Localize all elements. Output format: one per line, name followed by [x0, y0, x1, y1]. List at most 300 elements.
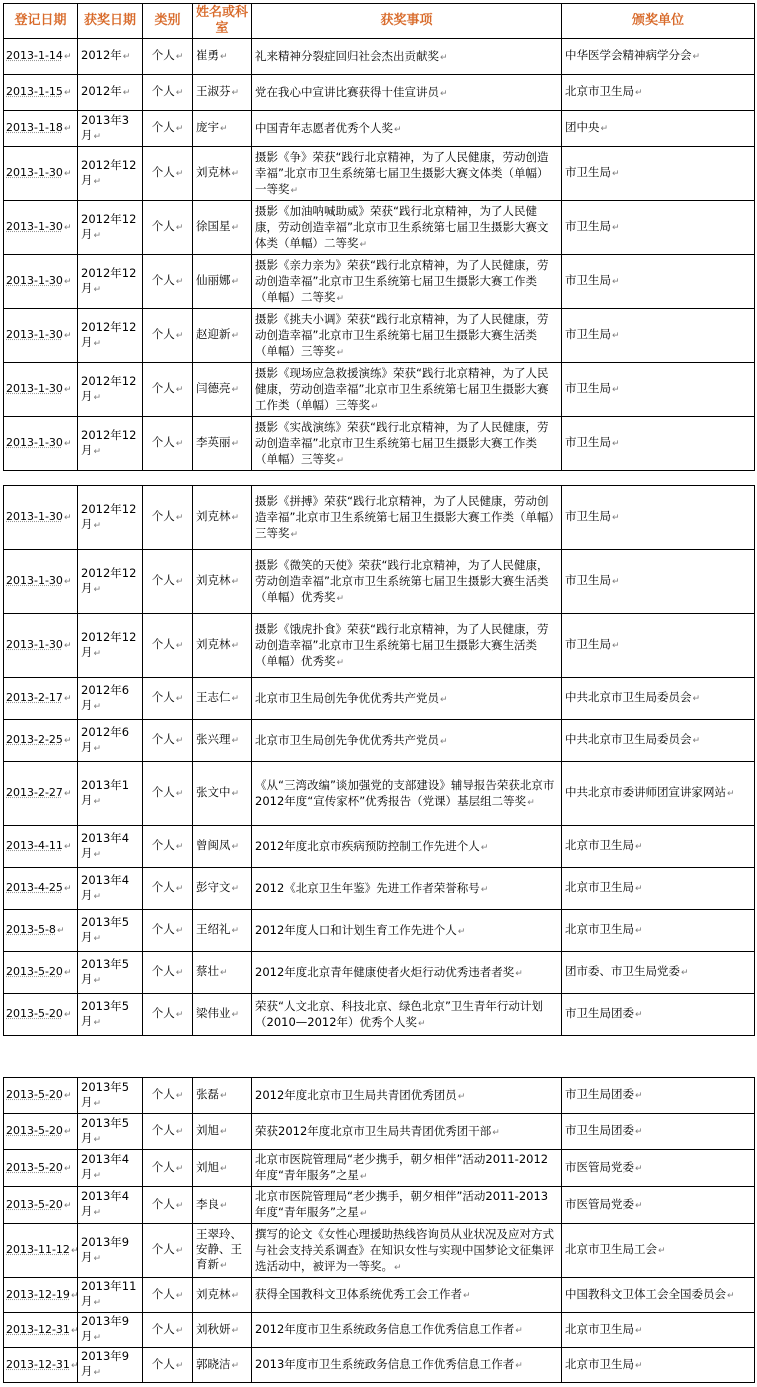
recipient-name: 刘秋妍: [196, 1321, 231, 1336]
recipient-name: 刘克林: [196, 165, 231, 179]
record-date-cell: [4, 868, 78, 910]
paragraph-mark-icon: ↵: [93, 446, 102, 457]
issuing-unit-cell: [562, 1187, 755, 1224]
paragraph-mark-icon: ↵: [70, 1360, 79, 1371]
paragraph-mark-icon: ↵: [175, 169, 184, 179]
issuing-unit-cell: [562, 111, 755, 147]
col-header-date: 登记日期: [4, 4, 78, 39]
record-date: 2013-1-15: [6, 85, 63, 98]
recipient-name-cell: [193, 309, 252, 363]
award-date: 2013年4月: [81, 1152, 130, 1181]
award-date: 2012年6月: [81, 724, 130, 754]
award-matter-cell: [252, 486, 562, 550]
table-row: [4, 614, 755, 678]
award-type-cell: [143, 486, 193, 550]
paragraph-mark-icon: ↵: [220, 1261, 228, 1271]
award-date-cell: [78, 201, 143, 255]
paragraph-mark-icon: ↵: [175, 842, 184, 852]
recipient-name-cell: [193, 363, 252, 417]
paragraph-mark-icon: ↵: [359, 1172, 368, 1182]
table-body: [4, 39, 755, 471]
award-type: 个人: [151, 1356, 175, 1371]
paragraph-mark-icon: ↵: [336, 657, 345, 668]
paragraph-mark-icon: ↵: [93, 230, 102, 241]
issuing-unit-cell: [562, 910, 755, 952]
paragraph-mark-icon: ↵: [63, 1127, 72, 1137]
record-date: 2013-5-20: [6, 1007, 63, 1020]
table-row: [4, 255, 755, 309]
paragraph-mark-icon: ↵: [371, 401, 379, 412]
award-date: 2012年12月: [81, 565, 137, 595]
paragraph-mark-icon: ↵: [600, 124, 609, 134]
paragraph-mark-icon: ↵: [463, 1291, 471, 1301]
paragraph-mark-icon: ↵: [220, 52, 228, 62]
paragraph-mark-icon: ↵: [175, 439, 184, 449]
paragraph-mark-icon: ↵: [93, 933, 102, 944]
award-type: 个人: [151, 84, 175, 98]
table-row: [4, 309, 755, 363]
record-date: 2013-5-8: [6, 923, 56, 936]
paragraph-mark-icon: ↵: [635, 1325, 643, 1336]
paragraph-mark-icon: ↵: [93, 1368, 102, 1378]
paragraph-mark-icon: ↵: [440, 694, 448, 705]
record-date-cell: [4, 1313, 78, 1348]
paragraph-mark-icon: ↵: [457, 926, 466, 937]
recipient-name: 刘旭: [196, 1123, 219, 1137]
award-matter-cell: [252, 868, 562, 910]
record-date: 2013-5-20: [6, 965, 63, 978]
record-date: 2013-2-17: [6, 691, 63, 704]
paragraph-mark-icon: ↵: [63, 223, 72, 233]
award-table-2: [3, 485, 755, 1036]
paragraph-mark-icon: ↵: [93, 284, 102, 295]
paragraph-mark-icon: ↵: [175, 694, 184, 704]
issuing-unit: 中华医学会精神病学分会: [565, 48, 692, 62]
award-matter-cell: [252, 309, 562, 363]
table-row: [4, 486, 755, 550]
award-type: 个人: [151, 120, 175, 134]
award-date: 2013年1月: [81, 777, 130, 807]
paragraph-mark-icon: ↵: [63, 694, 72, 704]
record-date: 2013-12-19: [6, 1287, 70, 1301]
paragraph-mark-icon: ↵: [175, 926, 184, 936]
issuing-unit: 中国教科文卫体工会全国委员会: [565, 1286, 726, 1301]
table-row: [4, 417, 755, 471]
table-row: [4, 550, 755, 614]
award-matter-cell: [252, 720, 562, 762]
paragraph-mark-icon: ↵: [359, 1209, 368, 1219]
record-date-cell: [4, 75, 78, 111]
paragraph-mark-icon: ↵: [231, 88, 240, 98]
issuing-unit: 北京市卫生局: [565, 84, 634, 98]
award-type-cell: [143, 868, 193, 910]
award-date-cell: [78, 1187, 143, 1224]
paragraph-mark-icon: ↵: [175, 1290, 184, 1301]
issuing-unit-cell: [562, 1224, 755, 1278]
paragraph-mark-icon: ↵: [220, 1163, 228, 1174]
recipient-name: 王淑芬: [196, 84, 231, 98]
recipient-name-cell: [193, 201, 252, 255]
table-row: [4, 720, 755, 762]
record-date-cell: [4, 486, 78, 550]
award-matter: 北京市卫生局创先争优优秀共产党员: [255, 732, 439, 747]
paragraph-mark-icon: ↵: [93, 176, 102, 187]
issuing-unit: 市卫生局: [565, 273, 611, 287]
paragraph-mark-icon: ↵: [336, 593, 345, 604]
recipient-name: 王志仁: [196, 690, 231, 704]
record-date-cell: [4, 826, 78, 868]
record-date: 2013-1-30: [6, 220, 63, 233]
recipient-name-cell: [193, 994, 252, 1036]
record-date: 2013-1-30: [6, 166, 63, 179]
award-type-cell: [143, 75, 193, 111]
award-matter: 2012《北京卫生年鉴》先进工作者荣誉称号: [255, 880, 480, 895]
paragraph-mark-icon: ↵: [122, 52, 131, 62]
paragraph-mark-icon: ↵: [515, 968, 523, 979]
paragraph-mark-icon: ↵: [231, 577, 240, 587]
record-date-cell: [4, 1278, 78, 1313]
award-matter: 2012年度北京市疾病预防控制工作先进个人: [255, 838, 480, 853]
award-matter: 摄影《实战演练》荣获“践行北京精神，为了人民健康，劳动创造幸福”北京市卫生系统第七届卫生摄影大赛工作类（单幅）三等奖: [255, 419, 549, 466]
issuing-unit-cell: [562, 417, 755, 471]
award-type: 个人: [151, 165, 175, 179]
award-type: 个人: [151, 1159, 175, 1174]
award-type-cell: [143, 550, 193, 614]
award-date-cell: [78, 1078, 143, 1114]
paragraph-mark-icon: ↵: [63, 331, 72, 341]
issuing-unit-cell: [562, 309, 755, 363]
paragraph-mark-icon: ↵: [93, 743, 102, 754]
col-header-type: 类别: [143, 4, 193, 39]
award-date: 2012年12月: [81, 629, 137, 659]
award-matter-cell: [252, 678, 562, 720]
paragraph-mark-icon: ↵: [692, 52, 701, 62]
paragraph-mark-icon: ↵: [231, 385, 240, 395]
award-date: 2013年11月: [81, 1279, 137, 1308]
award-type: 个人: [151, 785, 175, 799]
award-date-cell: [78, 550, 143, 614]
award-matter: 党在我心中宣讲比赛获得十佳宣讲员: [255, 84, 439, 99]
award-type: 个人: [151, 435, 175, 449]
paragraph-mark-icon: ↵: [63, 1200, 72, 1211]
award-matter: 北京市卫生局创先争优优秀共产党员: [255, 690, 439, 705]
award-matter-cell: [252, 1150, 562, 1187]
award-type: 个人: [151, 880, 175, 894]
award-type-cell: [143, 1348, 193, 1383]
paragraph-mark-icon: ↵: [93, 131, 102, 142]
issuing-unit-cell: [562, 1114, 755, 1150]
issuing-unit: 市卫生局: [565, 165, 611, 179]
award-matter-cell: [252, 1187, 562, 1224]
award-type: 个人: [151, 922, 175, 936]
award-type-cell: [143, 720, 193, 762]
paragraph-mark-icon: ↵: [612, 577, 620, 587]
award-type-cell: [143, 826, 193, 868]
paragraph-mark-icon: ↵: [175, 223, 184, 233]
award-type-cell: [143, 201, 193, 255]
award-date: 2012年12月: [81, 501, 137, 531]
award-type-cell: [143, 363, 193, 417]
award-date-cell: [78, 910, 143, 952]
paragraph-mark-icon: ↵: [175, 88, 184, 98]
paragraph-mark-icon: ↵: [63, 277, 72, 287]
award-type: 个人: [151, 1196, 175, 1211]
award-matter-cell: [252, 201, 562, 255]
paragraph-mark-icon: ↵: [480, 842, 489, 853]
award-matter: 2012年度人口和计划生育工作先进个人: [255, 922, 457, 937]
award-type: 个人: [151, 1242, 175, 1256]
award-matter-cell: [252, 1313, 562, 1348]
table-row: [4, 1278, 755, 1313]
paragraph-mark-icon: ↵: [692, 694, 701, 704]
award-type-cell: [143, 910, 193, 952]
award-type: 个人: [151, 637, 175, 651]
paragraph-mark-icon: ↵: [231, 1360, 240, 1371]
recipient-name-cell: [193, 1114, 252, 1150]
issuing-unit: 市卫生局团委: [565, 1006, 634, 1020]
record-date-cell: [4, 614, 78, 678]
paragraph-mark-icon: ↵: [336, 293, 345, 304]
paragraph-mark-icon: ↵: [63, 736, 72, 746]
award-matter: 撰写的论文《女性心理援助热线咨询员从业状况及应对方式与社会支持关系调查》在知识女性与实现中国梦论文征集评选活动中，被评为一等奖。: [255, 1226, 554, 1273]
recipient-name-cell: [193, 614, 252, 678]
award-matter: 《从“三湾改编”谈加强党的支部建设》辅导报告荣获北京市2012年度“宣传家杯”优秀报告（党课）基层组二等奖: [255, 777, 555, 808]
issuing-unit-cell: [562, 678, 755, 720]
issuing-unit: 市卫生局: [565, 637, 611, 651]
paragraph-mark-icon: ↵: [457, 1091, 466, 1102]
recipient-name-cell: [193, 1348, 252, 1383]
award-matter-cell: [252, 762, 562, 826]
paragraph-mark-icon: ↵: [527, 797, 535, 808]
award-matter-cell: [252, 952, 562, 994]
award-type-cell: [143, 147, 193, 201]
paragraph-mark-icon: ↵: [63, 789, 72, 799]
record-date: 2013-1-30: [6, 382, 63, 395]
record-date-cell: [4, 1348, 78, 1383]
recipient-name: 刘克林: [196, 573, 231, 587]
award-type: 个人: [151, 732, 175, 746]
award-date: 2012年: [81, 84, 122, 98]
issuing-unit: 北京市卫生局: [565, 922, 634, 936]
paragraph-mark-icon: ↵: [231, 439, 240, 449]
issuing-unit: 市卫生局: [565, 509, 611, 523]
paragraph-mark-icon: ↵: [63, 641, 72, 651]
award-type-cell: [143, 1313, 193, 1348]
recipient-name: 张文中: [196, 785, 231, 799]
award-type: 个人: [151, 509, 175, 523]
table-row: [4, 201, 755, 255]
record-date-cell: [4, 111, 78, 147]
issuing-unit-cell: [562, 486, 755, 550]
table-row: [4, 826, 755, 868]
paragraph-mark-icon: ↵: [727, 1290, 735, 1301]
paragraph-mark-icon: ↵: [175, 789, 184, 799]
award-type-cell: [143, 1114, 193, 1150]
paragraph-mark-icon: ↵: [290, 529, 299, 540]
paragraph-mark-icon: ↵: [492, 1127, 500, 1138]
award-matter: 摄影《拼搏》荣获“践行北京精神，为了人民健康，劳动创造幸福”北京市卫生系统第七届卫生摄影大赛工作类（单幅）三等奖: [255, 493, 555, 540]
award-date-cell: [78, 762, 143, 826]
table-row: [4, 147, 755, 201]
paragraph-mark-icon: ↵: [63, 169, 72, 179]
award-type: 个人: [151, 48, 175, 62]
award-date: 2013年4月: [81, 872, 130, 902]
award-date-cell: [78, 678, 143, 720]
table-row: [4, 111, 755, 147]
paragraph-mark-icon: ↵: [93, 520, 102, 531]
paragraph-mark-icon: ↵: [63, 88, 72, 98]
award-date: 2012年12月: [81, 211, 137, 241]
paragraph-mark-icon: ↵: [122, 88, 131, 98]
issuing-unit: 市卫生局: [565, 573, 611, 587]
award-type: 个人: [151, 964, 175, 978]
record-date: 2013-1-18: [6, 121, 63, 134]
paragraph-mark-icon: ↵: [220, 1091, 228, 1101]
issuing-unit-cell: [562, 1078, 755, 1114]
paragraph-mark-icon: ↵: [336, 347, 345, 358]
table-row: [4, 952, 755, 994]
award-date: 2013年4月: [81, 830, 130, 860]
issuing-unit-cell: [562, 39, 755, 75]
paragraph-mark-icon: ↵: [93, 891, 102, 902]
recipient-name-cell: [193, 550, 252, 614]
award-date-cell: [78, 39, 143, 75]
paragraph-mark-icon: ↵: [175, 277, 184, 287]
paragraph-mark-icon: ↵: [63, 968, 72, 978]
paragraph-mark-icon: ↵: [63, 1010, 72, 1020]
paragraph-mark-icon: ↵: [93, 1208, 102, 1218]
paragraph-mark-icon: ↵: [394, 124, 402, 135]
paragraph-mark-icon: ↵: [93, 584, 102, 595]
table-row: [4, 910, 755, 952]
recipient-name-cell: [193, 1187, 252, 1224]
record-date: 2013-4-25: [6, 881, 63, 894]
issuing-unit: 北京市卫生局: [565, 838, 634, 852]
award-matter-cell: [252, 1348, 562, 1383]
recipient-name-cell: [193, 1224, 252, 1278]
recipient-name-cell: [193, 952, 252, 994]
recipient-name: 闫德亮: [196, 381, 231, 395]
col-header-issuer: 颁奖单位: [562, 4, 755, 39]
award-type-cell: [143, 255, 193, 309]
record-date: 2013-1-30: [6, 574, 63, 587]
award-matter: 获得全国教科文卫体系统优秀工会工作者: [255, 1287, 462, 1301]
paragraph-mark-icon: ↵: [175, 385, 184, 395]
issuing-unit: 北京市卫生局工会: [565, 1242, 657, 1256]
record-date: 2013-4-11: [6, 839, 63, 852]
award-date-cell: [78, 952, 143, 994]
award-type-cell: [143, 1224, 193, 1278]
award-type-cell: [143, 39, 193, 75]
paragraph-mark-icon: ↵: [515, 1361, 523, 1371]
award-date-cell: [78, 363, 143, 417]
paragraph-mark-icon: ↵: [612, 223, 620, 233]
award-type: 个人: [151, 381, 175, 395]
award-date-cell: [78, 1348, 143, 1383]
paragraph-mark-icon: ↵: [681, 968, 689, 978]
recipient-name-cell: [193, 826, 252, 868]
award-date-cell: [78, 486, 143, 550]
award-matter-cell: [252, 363, 562, 417]
record-date-cell: [4, 1114, 78, 1150]
award-date-cell: [78, 826, 143, 868]
paragraph-mark-icon: ↵: [93, 1298, 102, 1308]
record-date-cell: [4, 363, 78, 417]
award-type-cell: [143, 309, 193, 363]
paragraph-mark-icon: ↵: [635, 1127, 643, 1137]
paragraph-mark-icon: ↵: [93, 796, 102, 807]
paragraph-mark-icon: ↵: [480, 884, 489, 895]
paragraph-mark-icon: ↵: [93, 392, 102, 403]
issuing-unit-cell: [562, 363, 755, 417]
paragraph-mark-icon: ↵: [175, 1325, 184, 1336]
table-row: [4, 762, 755, 826]
award-matter-cell: [252, 75, 562, 111]
table-row: [4, 868, 755, 910]
record-date-cell: [4, 910, 78, 952]
recipient-name: 王绍礼: [196, 922, 231, 936]
award-matter: 礼来精神分裂症回归社会杰出贡献奖: [255, 48, 439, 63]
paragraph-mark-icon: ↵: [231, 694, 240, 704]
award-type: 个人: [151, 1123, 175, 1137]
record-date: 2013-2-27: [6, 786, 63, 799]
paragraph-mark-icon: ↵: [231, 641, 240, 651]
paragraph-mark-icon: ↵: [175, 736, 184, 746]
recipient-name: 郭晓洁: [196, 1356, 231, 1371]
record-date-cell: [4, 952, 78, 994]
paragraph-mark-icon: ↵: [612, 439, 620, 449]
issuing-unit: 中共北京市卫生局委员会: [565, 690, 692, 704]
issuing-unit-cell: [562, 826, 755, 868]
issuing-unit-cell: [562, 75, 755, 111]
award-date-cell: [78, 1150, 143, 1187]
issuing-unit-cell: [562, 952, 755, 994]
paragraph-mark-icon: ↵: [635, 1163, 643, 1174]
paragraph-mark-icon: ↵: [635, 1091, 643, 1101]
paragraph-mark-icon: ↵: [175, 884, 184, 894]
issuing-unit-cell: [562, 614, 755, 678]
award-matter-cell: [252, 1078, 562, 1114]
recipient-name-cell: [193, 910, 252, 952]
paragraph-mark-icon: ↵: [612, 385, 620, 395]
issuing-unit: 中共北京市委讲师团宣讲家网站: [565, 785, 726, 799]
recipient-name: 刘克林: [196, 637, 231, 651]
paragraph-mark-icon: ↵: [231, 736, 240, 746]
record-date: 2013-1-30: [6, 274, 63, 287]
issuing-unit: 市卫生局: [565, 219, 611, 233]
award-matter-cell: [252, 826, 562, 868]
award-matter: 摄影《挑夫小调》荣获“践行北京精神，为了人民健康，劳动创造幸福”北京市卫生系统第七届卫生摄影大赛生活类（单幅）三等奖: [255, 311, 549, 358]
paragraph-mark-icon: ↵: [93, 1333, 102, 1343]
award-date-cell: [78, 720, 143, 762]
award-matter-cell: [252, 255, 562, 309]
award-type: 个人: [151, 838, 175, 852]
paragraph-mark-icon: ↵: [290, 185, 299, 196]
issuing-unit-cell: [562, 201, 755, 255]
recipient-name: 仙丽娜: [196, 273, 231, 287]
recipient-name: 张兴理: [196, 732, 231, 746]
record-date-cell: [4, 147, 78, 201]
recipient-name: 张磊: [196, 1087, 219, 1101]
paragraph-mark-icon: ↵: [63, 124, 72, 134]
award-type-cell: [143, 111, 193, 147]
paragraph-mark-icon: ↵: [515, 1326, 523, 1336]
table-body: [4, 1078, 755, 1383]
recipient-name: 彭守文: [196, 880, 231, 894]
paragraph-mark-icon: ↵: [220, 1127, 228, 1137]
award-date-cell: [78, 255, 143, 309]
record-date-cell: [4, 201, 78, 255]
